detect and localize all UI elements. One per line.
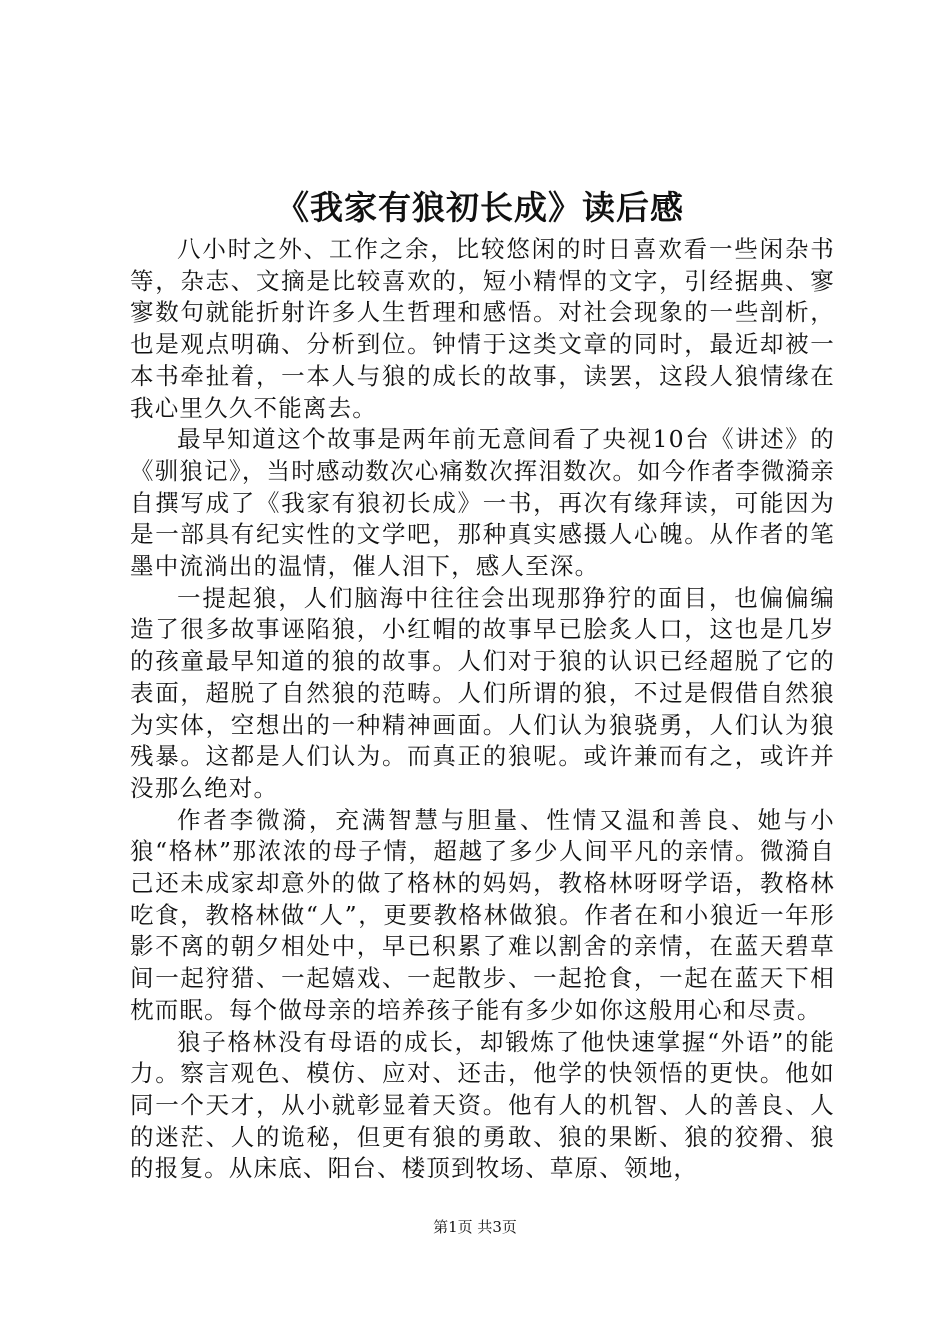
document-title: 《我家有狼初长成》读后感 xyxy=(276,188,684,227)
paragraph-5: 狼子格林没有母语的成长，却锻炼了他快速掌握“外语”的能力。察言观色、模仿、应对、还击，他学的快领悟的更快。他如同一个天才，从小就彰显着天资。他有人的机智、人的善良、人的迷茫、人的诡秘，但更有狼的勇敢、狼的果断、狼的狡猾、狼的报复。从床底、阳台、楼顶到牧场、草原、领地， xyxy=(130,1027,835,1183)
paragraph-2: 最早知道这个故事是两年前无意间看了央视10台《讲述》的《驯狼记》，当时感动数次心痛数次挥泪数次。如今作者李微漪亲自撰写成了《我家有狼初长成》一书，再次有缘拜读，可能因为是一部具有纪实性的文学吧，那种真实感摄人心魄。从作者的笔墨中流淌出的温情，催人泪下，感人至深。 xyxy=(130,425,835,581)
paragraph-4: 作者李微漪，充满智慧与胆量、性情又温和善良、她与小狼“格林”那浓浓的母子情，超越了多少人间平凡的亲情。微漪自己还未成家却意外的做了格林的妈妈，教格林呀呀学语，教格林吃食，教格林做“人”，更要教格林做狼。作者在和小狼近一年形影不离的朝夕相处中，早已积累了难以割舍的亲情，在蓝天碧草间一起狩猎、一起嬉戏、一起散步、一起抢食，一起在蓝天下相枕而眠。每个做母亲的培养孩子能有多少如你这般用心和尽责。 xyxy=(130,805,835,1024)
paragraph-1: 八小时之外、工作之余，比较悠闲的时日喜欢看一些闲杂书等，杂志、文摘是比较喜欢的，短小精悍的文字，引经据典、寥寥数句就能折射许多人生哲理和感悟。对社会现象的一些剖析，也是观点明确、分析到位。钟情于这类文章的同时，最近却被一本书牵扯着，一本人与狼的成长的故事，读罢，这段人狼情缘在我心里久久不能离去。 xyxy=(130,235,835,422)
document-body xyxy=(130,234,835,1185)
page-footer: 第1页 共3页 xyxy=(433,1218,517,1236)
paragraph-3: 一提起狼，人们脑海中往往会出现那狰狞的面目，也偏偏编造了很多故事诬陷狼，小红帽的故事早已脍炙人口，这也是几岁的孩童最早知道的狼的故事。人们对于狼的认识已经超脱了它的表面，超脱了自然狼的范畴。人们所谓的狼，不过是假借自然狼为实体，空想出的一种精神画面。人们认为狼骁勇，人们认为狼残暴。这都是人们认为。而真正的狼呢。或许兼而有之，或许并没那么绝对。 xyxy=(130,583,835,802)
